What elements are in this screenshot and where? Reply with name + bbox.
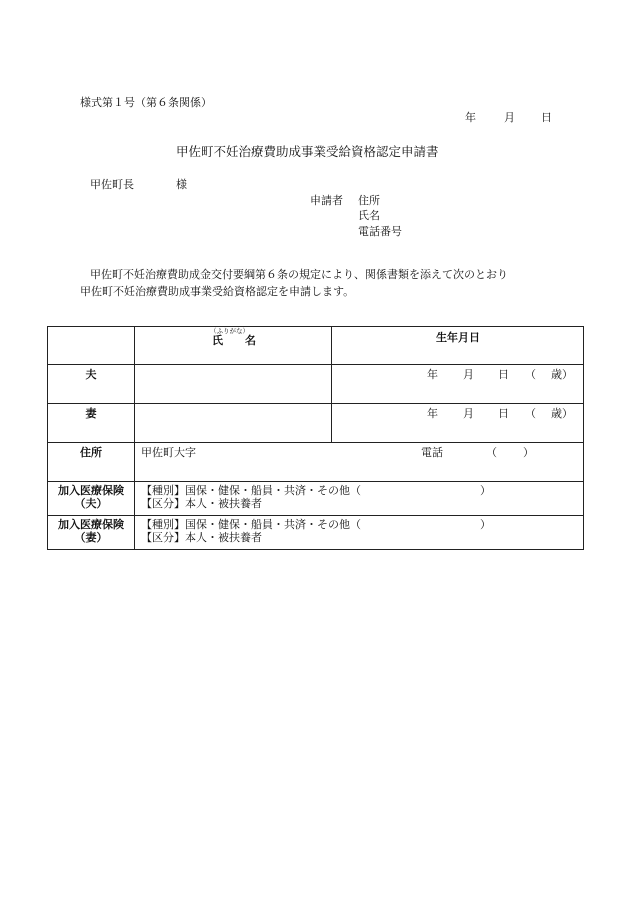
table-header-row — [48, 327, 584, 365]
insurance-wife-label-line1: 加入医療保険 — [58, 518, 124, 531]
wife-month-label: 月 — [463, 407, 474, 420]
furigana-label: （ふりがな） — [210, 327, 249, 335]
phone-paren-open: （ — [486, 446, 497, 459]
wife-year-label: 年 — [427, 407, 438, 420]
insurance-wife-row — [48, 516, 584, 550]
insurance-husband-label-line1: 加入医療保険 — [58, 484, 124, 497]
insurance-husband-detail-cell[interactable] — [135, 482, 584, 516]
body-text-line2: 甲佐町不妊治療費助成事業受給資格認定を申請します。 — [80, 285, 355, 298]
addressee-name: 甲佐町長 — [90, 178, 134, 191]
wife-day-label: 日 — [498, 407, 509, 420]
husband-row — [48, 365, 584, 404]
wife-label-cell — [48, 404, 135, 443]
address-input[interactable] — [135, 443, 584, 482]
date-year-label: 年 — [465, 111, 476, 124]
header-name-cell — [135, 327, 332, 365]
insurance-wife-label-line2: （妻） — [74, 531, 108, 544]
husband-label-cell — [48, 365, 135, 404]
name-column-header: 氏 名 — [212, 334, 256, 347]
form-number: 様式第１号（第６条関係） — [80, 96, 212, 109]
insurance-wife-label-cell — [48, 516, 135, 550]
birthdate-column-header: 生年月日 — [436, 331, 480, 344]
date-day-label: 日 — [541, 111, 552, 124]
applicant-phone-label: 電話番号 — [358, 225, 402, 238]
wife-age-label: 歳） — [551, 407, 573, 420]
insurance-husband-label-line2: （夫） — [74, 497, 108, 510]
insurance-husband-row — [48, 482, 584, 516]
husband-name-input[interactable] — [135, 365, 332, 404]
addressee-honorific: 様 — [176, 178, 187, 191]
husband-day-label: 日 — [498, 368, 509, 381]
application-table — [47, 326, 584, 550]
address-label-cell — [48, 443, 135, 482]
body-text-line1: 甲佐町不妊治療費助成金交付要綱第６条の規定により、関係書類を添えて次のとおり — [90, 268, 508, 281]
applicant-label: 申請者 — [310, 194, 343, 207]
header-empty-cell — [48, 327, 135, 365]
applicant-address-label: 住所 — [358, 194, 380, 207]
address-row — [48, 443, 584, 482]
insurance-wife-category-line: 【区分】本人・被扶養者 — [141, 531, 262, 544]
husband-age-label: 歳） — [551, 368, 573, 381]
document-title: 甲佐町不妊治療費助成事業受給資格認定申請書 — [176, 144, 439, 159]
phone-paren-close: ） — [523, 446, 534, 459]
insurance-husband-category-line: 【区分】本人・被扶養者 — [141, 497, 262, 510]
wife-paren-open: （ — [525, 407, 536, 420]
address-label: 住所 — [80, 446, 102, 459]
husband-month-label: 月 — [463, 368, 474, 381]
header-birthdate-cell — [332, 327, 584, 365]
date-month-label: 月 — [504, 111, 515, 124]
wife-name-input[interactable] — [135, 404, 332, 443]
phone-label: 電話 — [421, 446, 443, 459]
wife-birthdate-input[interactable] — [332, 404, 584, 443]
insurance-husband-type-close: ） — [480, 484, 491, 497]
insurance-husband-label-cell — [48, 482, 135, 516]
husband-birthdate-input[interactable] — [332, 365, 584, 404]
applicant-name-label: 氏名 — [358, 209, 380, 222]
husband-label: 夫 — [85, 368, 97, 381]
insurance-wife-type-line: 【種別】国保・健保・船員・共済・その他（ — [141, 518, 361, 531]
insurance-wife-detail-cell[interactable] — [135, 516, 584, 550]
address-prefix: 甲佐町大字 — [141, 446, 196, 459]
husband-year-label: 年 — [427, 368, 438, 381]
insurance-husband-type-line: 【種別】国保・健保・船員・共済・その他（ — [141, 484, 361, 497]
husband-paren-open: （ — [525, 368, 536, 381]
insurance-wife-type-close: ） — [480, 518, 491, 531]
wife-row — [48, 404, 584, 443]
wife-label: 妻 — [85, 407, 97, 420]
